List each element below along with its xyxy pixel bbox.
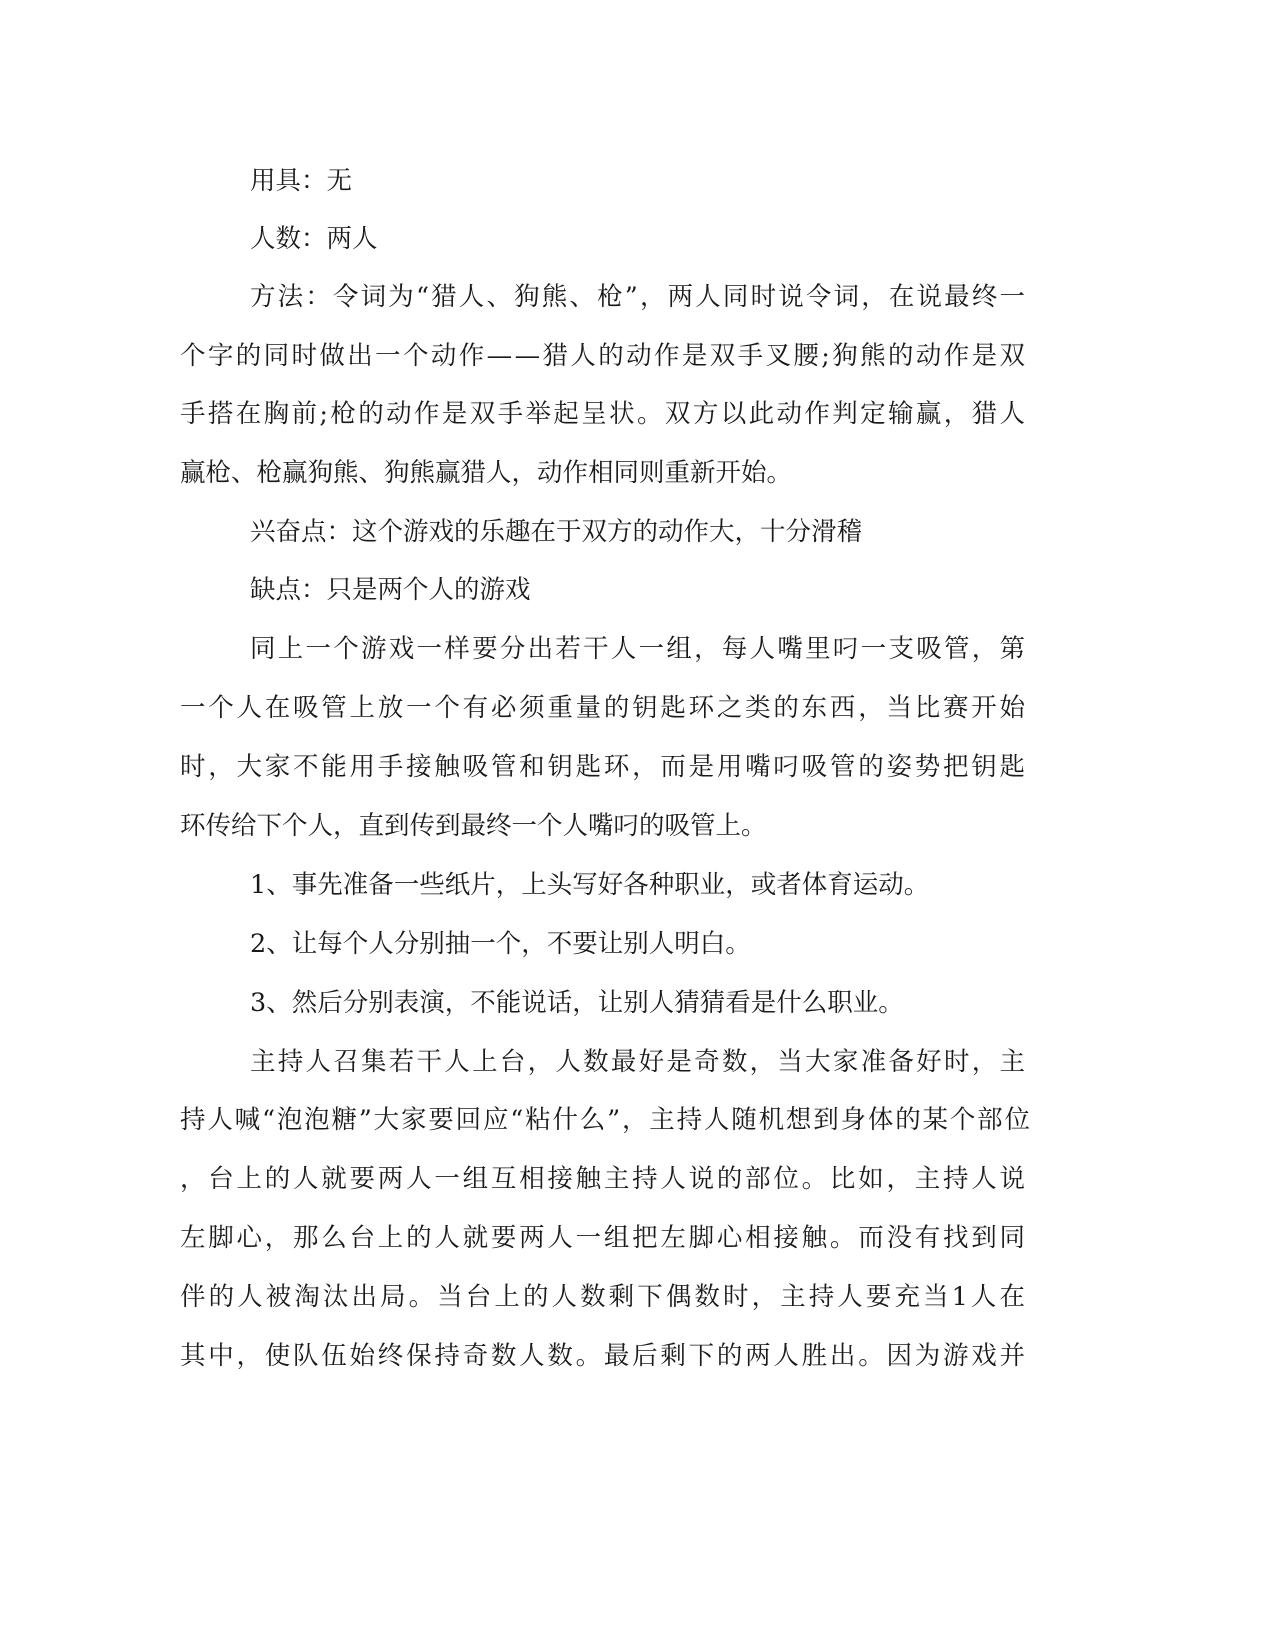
line-gum-3: ，台上的人就要两人一组互相接触主持人说的部位。比如，主持人说 [180,1164,1028,1194]
line-gum-6: 其中，使队伍始终保持奇数人数。最后剩下的两人胜出。因为游戏并 [180,1341,1028,1371]
line-method-3: 手搭在胸前;枪的动作是双手举起呈状。双方以此动作判定输赢，猎人 [180,399,1028,429]
line-step-1: 1、事先准备一些纸片，上头写好各种职业，或者体育运动。 [250,870,930,900]
line-method-1: 方法：令词为“猎人、狗熊、枪”，两人同时说令词，在说最终一 [250,282,1028,312]
line-gum-4: 左脚心，那么台上的人就要两人一组把左脚心相接触。而没有找到同 [180,1223,1028,1253]
line-method-4: 赢枪、枪赢狗熊、狗熊赢猎人，动作相同则重新开始。 [180,458,793,488]
line-drawback: 缺点：只是两个人的游戏 [250,575,531,605]
line-straw-1: 同上一个游戏一样要分出若干人一组，每人嘴里叼一支吸管，第 [250,634,1028,664]
line-tools: 用具：无 [250,166,353,196]
line-players: 人数：两人 [250,224,378,254]
line-gum-5: 伴的人被淘汰出局。当台上的人数剩下偶数时，主持人要充当1人在 [180,1282,1029,1312]
line-method-2: 个字的同时做出一个动作——猎人的动作是双手叉腰;狗熊的动作是双 [180,341,1028,371]
line-gum-2: 持人喊“泡泡糖”大家要回应“粘什么”，主持人随机想到身体的某个部位 [180,1105,1032,1135]
line-step-2: 2、让每个人分别抽一个，不要让别人明白。 [250,929,751,959]
line-straw-4: 环传给下个人，直到传到最终一个人嘴叼的吸管上。 [180,811,767,841]
line-straw-2: 一个人在吸管上放一个有必须重量的钥匙环之类的东西，当比赛开始 [180,693,1028,723]
line-step-3: 3、然后分别表演，不能说话，让别人猜猜看是什么职业。 [250,988,904,1018]
line-highlight: 兴奋点：这个游戏的乐趣在于双方的动作大，十分滑稽 [250,517,863,547]
line-straw-3: 时，大家不能用手接触吸管和钥匙环，而是用嘴叼吸管的姿势把钥匙 [180,752,1028,782]
line-gum-1: 主持人召集若干人上台，人数最好是奇数，当大家准备好时，主 [250,1047,1028,1077]
